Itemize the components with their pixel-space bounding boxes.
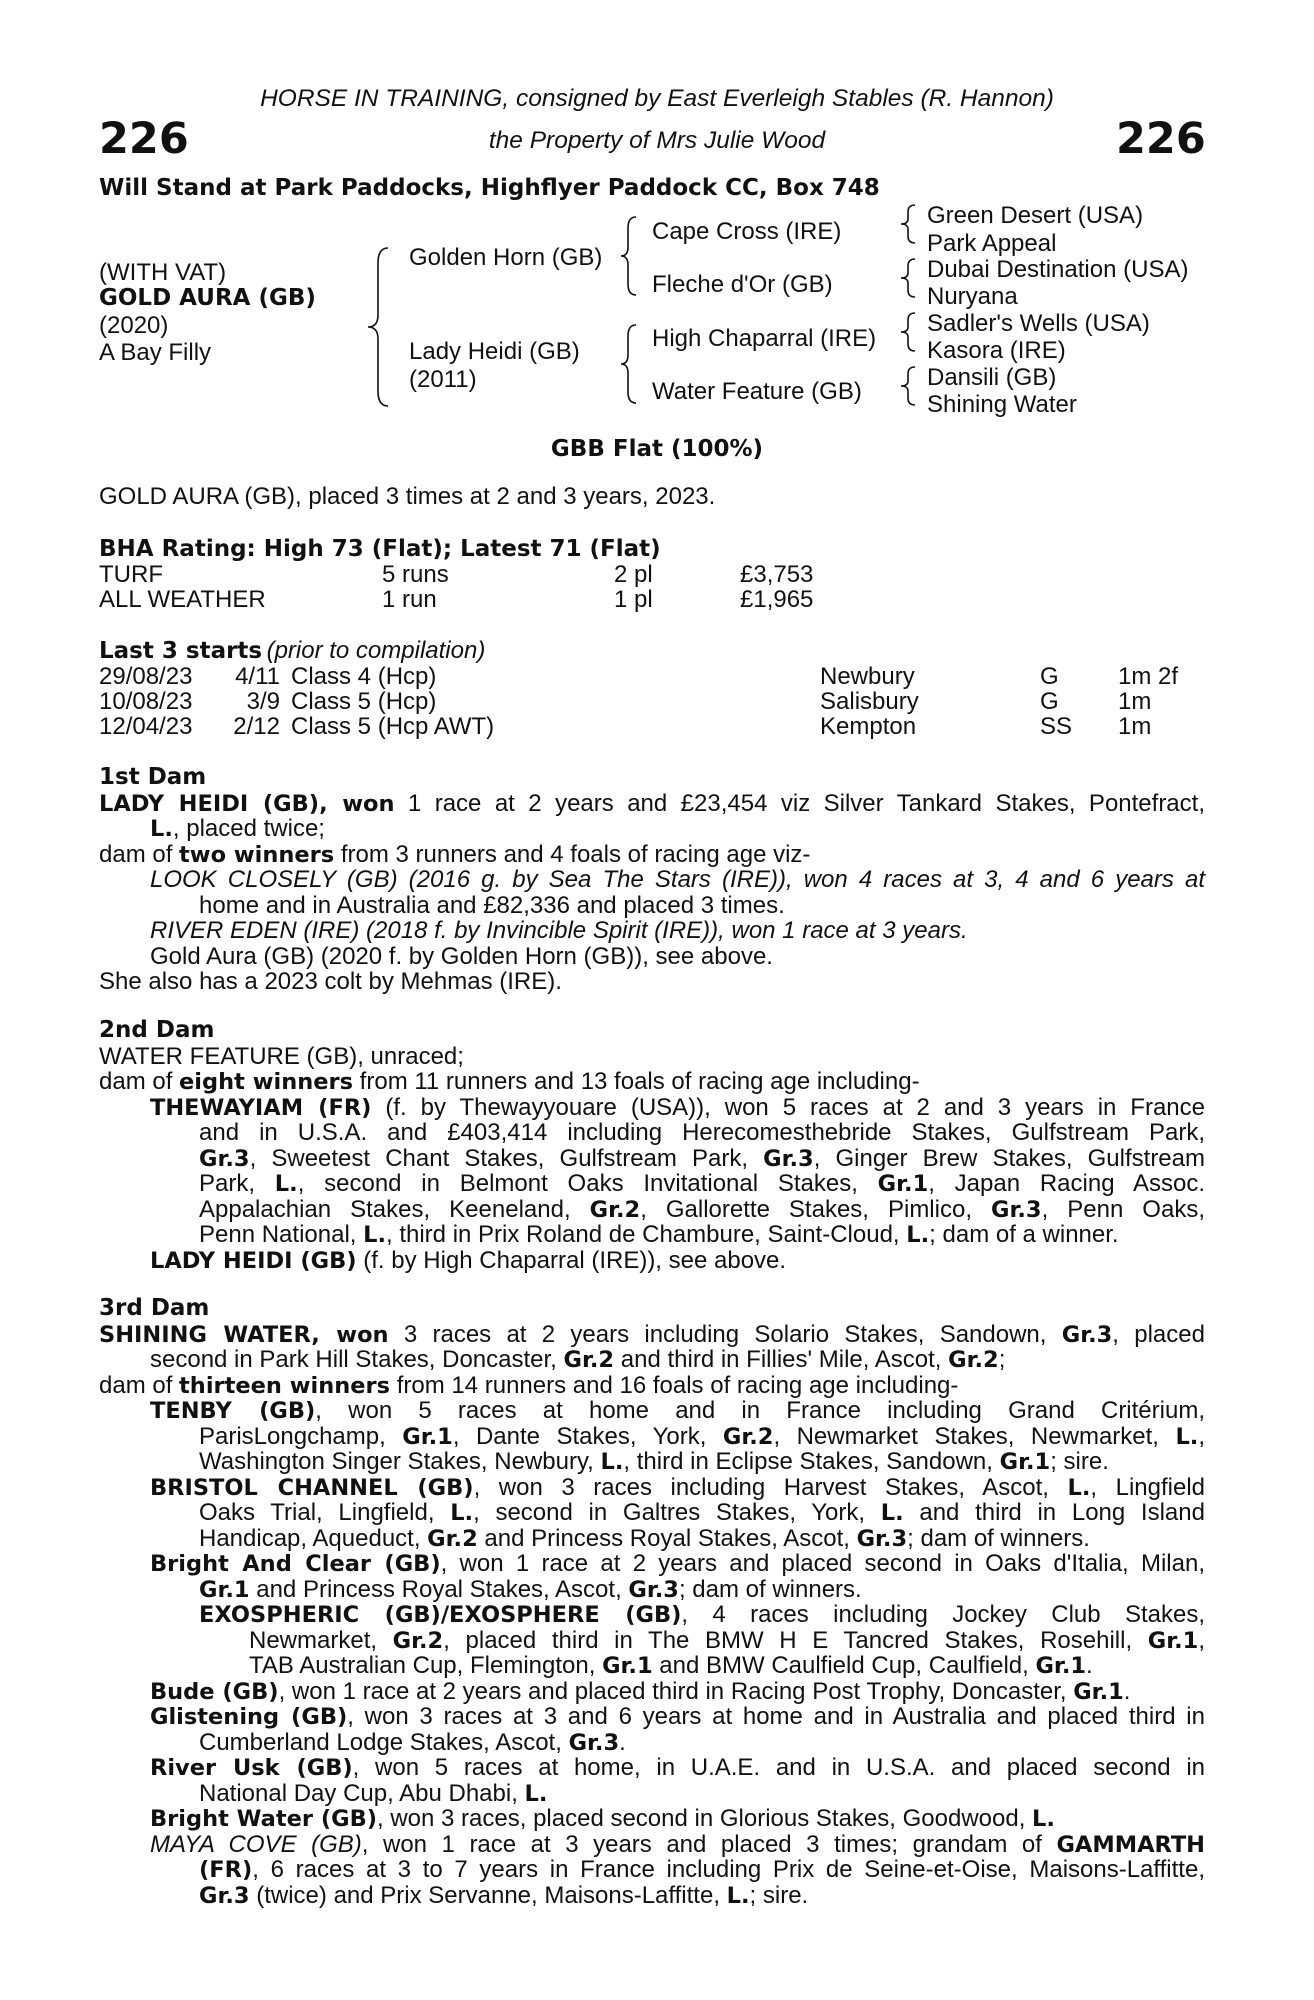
dam3-m2: (FR), 6 races at 3 to 7 years in France including Prix de Seine-et-Oise, Maisons-Laffitte, — [199, 1856, 1205, 1883]
start-class: Class 5 (Hcp) — [291, 688, 437, 715]
start-pos: 4/11 — [235, 663, 280, 690]
start-course: Kempton — [820, 713, 917, 740]
first-dam-section — [99, 765, 1205, 995]
dam2-line1: WATER FEATURE (GB), unraced; — [99, 1042, 464, 1070]
dam3-a2: second in Park Hill Stakes, Doncaster, Gr.2 and third in Fillies' Mile, Ascot, Gr.2; — [150, 1346, 1006, 1373]
section-heading: 3rd Dam — [99, 1295, 210, 1321]
dam3-c1: Bright And Clear (GB), won 1 race at 2 years and placed second in Oaks d'Italia, Milan, — [150, 1550, 1205, 1577]
horse-year: (2020) — [99, 312, 169, 339]
brace-3-2 — [898, 257, 920, 299]
horse-name: GOLD AURA (GB) — [99, 285, 316, 311]
sds: Dubai Destination (USA) — [927, 256, 1189, 283]
start-distance: 1m — [1118, 713, 1152, 740]
start-class: Class 4 (Hcp) — [291, 663, 437, 690]
dam1-line5: home and in Australia and £82,336 and placed 3 times. — [199, 891, 785, 919]
start-course: Newbury — [820, 663, 915, 690]
start-going: G — [1040, 688, 1059, 715]
dam-year: (2011) — [409, 366, 477, 393]
sire-name: Golden Horn (GB) — [409, 244, 603, 271]
sire-sire: Cape Cross (IRE) — [652, 218, 842, 245]
dam2-line6: Park, L., second in Belmont Oaks Invitational Stakes, Gr.1, Japan Racing Assoc. — [199, 1170, 1206, 1197]
dam3-t1: TENBY (GB), won 5 races at home and in France including Grand Critérium, — [150, 1397, 1205, 1424]
ssd: Park Appeal — [927, 230, 1057, 257]
start-going: G — [1040, 663, 1059, 690]
dam1-line2: L., placed twice; — [150, 815, 325, 842]
dam3-c2: Gr.1 and Princess Royal Stakes, Ascot, Gr.3; dam of winners. — [199, 1575, 862, 1603]
start-distance: 1m 2f — [1118, 663, 1179, 690]
dam3-e3: TAB Australian Cup, Flemington, Gr.1 and BMW Caulfield Cup, Caulfield, Gr.1. — [249, 1652, 1093, 1679]
dam3-w1: Bright Water (GB), won 3 races, placed second in Glorious Stakes, Goodwood, L. — [150, 1805, 1055, 1832]
rating-pl: 1 pl — [614, 586, 653, 613]
dam2-line7: Appalachian Stakes, Keeneland, Gr.2, Gallorette Stakes, Pimlico, Gr.3, Penn Oaks, — [199, 1195, 1205, 1223]
start-distance: 1m — [1118, 688, 1152, 715]
third-dam-section — [99, 1296, 1205, 1908]
dam2-line8: Penn National, L., third in Prix Roland de Chambure, Saint-Cloud, L.; dam of a winner. — [199, 1221, 1119, 1248]
dam2-line3: THEWAYIAM (FR) (f. by Thewayyouare (USA)), won 5 races at 2 and 3 years in France — [150, 1093, 1205, 1121]
dam-name: Lady Heidi (GB) — [409, 338, 580, 365]
vat-note: (WITH VAT) — [99, 259, 227, 286]
dam2-line9: LADY HEIDI (GB) (f. by High Chaparral (IRE)), see above. — [150, 1246, 787, 1274]
start-date: 29/08/23 — [99, 663, 193, 690]
ddd: Shining Water — [927, 391, 1077, 418]
start-class: Class 5 (Hcp AWT) — [291, 713, 495, 740]
dam3-e1: EXOSPHERIC (GB)/EXOSPHERE (GB), 4 races including Jockey Club Stakes, — [199, 1601, 1205, 1628]
dam3-g2: Cumberland Lodge Stakes, Ascot, Gr.3. — [199, 1728, 626, 1756]
section-heading: 1st Dam — [99, 764, 207, 790]
rating-row: TURF — [99, 561, 163, 588]
dam-brace — [618, 322, 642, 407]
dam3-r1: River Usk (GB), won 5 races at home, in U.A.E. and in U.S.A. and placed second in — [150, 1754, 1205, 1781]
dsd: Kasora (IRE) — [927, 337, 1066, 364]
horse-description: A Bay Filly — [99, 339, 212, 366]
dss: Sadler's Wells (USA) — [927, 310, 1150, 337]
dam-sire: High Chaparral (IRE) — [652, 325, 877, 352]
consignor-line: HORSE IN TRAINING, consigned by East Everleigh Stables (R. Hannon) — [260, 85, 1054, 112]
dam2-line2: dam of eight winners from 11 runners and 13 foals of racing age including- — [99, 1068, 920, 1095]
second-dam-section — [99, 1018, 1205, 1273]
dam3-b1: BRISTOL CHANNEL (GB), won 3 races including Harvest Stakes, Ascot, L., Lingfield — [150, 1473, 1206, 1501]
gbb-rating: GBB Flat (100%) — [550, 436, 764, 462]
dam1-line8: She also has a 2023 colt by Mehmas (IRE). — [99, 968, 562, 995]
dam3-m3: Gr.3 (twice) and Prix Servanne, Maisons-Laffitte, L.; sire. — [199, 1881, 809, 1909]
dam-dam: Water Feature (GB) — [652, 378, 862, 405]
start-pos: 3/9 — [246, 688, 280, 715]
lot-number-right: 226 — [1116, 114, 1206, 164]
dam3-m1: MAYA COVE (GB), won 1 race at 3 years and placed 3 times; grandam of GAMMARTH — [150, 1830, 1206, 1858]
dam3-g1: Glistening (GB), won 3 races at 3 and 6 years at home and in Australia and placed third in — [150, 1703, 1205, 1730]
dam1-line6: RIVER EDEN (IRE) (2018 f. by Invincible Spirit (IRE)), won 1 race at 3 years. — [150, 917, 968, 944]
bha-rating-title: BHA Rating: High 73 (Flat); Latest 71 (Flat) — [99, 536, 661, 562]
rating-pl: 2 pl — [614, 561, 653, 588]
section-heading: 2nd Dam — [99, 1017, 215, 1043]
dam1-line4: LOOK CLOSELY (GB) (2016 g. by Sea The Stars (IRE)), won 4 races at 3, 4 and 6 years at — [150, 866, 1205, 893]
dam3-t2: ParisLongchamp, Gr.1, Dante Stakes, York, Gr.2, Newmarket Stakes, Newmarket, L., — [199, 1422, 1206, 1450]
sire-dam: Fleche d'Or (GB) — [652, 271, 833, 298]
brace-3-3 — [898, 311, 920, 353]
dam3-d1: Bude (GB), won 1 race at 2 years and placed third in Racing Post Trophy, Doncaster, Gr.1. — [150, 1677, 1131, 1705]
dam2-line5: Gr.3, Sweetest Chant Stakes, Gulfstream Park, Gr.3, Ginger Brew Stakes, Gulfstream — [199, 1144, 1205, 1172]
rating-amount: £3,753 — [740, 561, 814, 588]
start-date: 10/08/23 — [99, 688, 193, 715]
dam3-b2: Oaks Trial, Lingfield, L., second in Galtres Stakes, York, L. and third in Long Island — [199, 1499, 1205, 1526]
dam3-a1: SHINING WATER, won 3 races at 2 years including Solario Stakes, Sandown, Gr.3, placed — [99, 1320, 1205, 1348]
pedigree-brace-main — [364, 245, 394, 410]
rating-row: ALL WEATHER — [99, 586, 266, 613]
start-date: 12/04/23 — [99, 713, 193, 740]
dam1-line1: LADY HEIDI (GB), won 1 race at 2 years and £23,454 viz Silver Tankard Stakes, Pontefract, — [99, 789, 1205, 817]
start-pos: 2/12 — [233, 713, 280, 740]
sss: Green Desert (USA) — [927, 202, 1144, 229]
rating-runs: 5 runs — [382, 561, 449, 588]
dam3-r2: National Day Cup, Abu Dhabi, L. — [199, 1779, 548, 1807]
last-starts-heading: Last 3 starts (prior to compilation) — [99, 637, 486, 664]
start-course: Salisbury — [820, 688, 919, 715]
dam1-line7: Gold Aura (GB) (2020 f. by Golden Horn (GB)), see above. — [150, 942, 773, 970]
brace-3-4 — [898, 365, 920, 407]
sire-brace — [618, 214, 642, 299]
start-going: SS — [1040, 713, 1073, 740]
dam2-line4: and in U.S.A. and £403,414 including Herecomesthebride Stakes, Gulfstream Park, — [199, 1119, 1205, 1146]
sdd: Nuryana — [927, 283, 1018, 310]
dam3-b3: Handicap, Aqueduct, Gr.2 and Princess Royal Stakes, Ascot, Gr.3; dam of winners. — [199, 1524, 1090, 1552]
stand-location: Will Stand at Park Paddocks, Highflyer Paddock CC, Box 748 — [99, 175, 880, 201]
brace-3-1 — [898, 203, 920, 245]
dam3-a3: dam of thirteen winners from 14 runners and 16 foals of racing age including- — [99, 1371, 959, 1399]
dam3-e2: Newmarket, Gr.2, placed third in The BMW H E Tancred Stakes, Rosehill, Gr.1, — [249, 1626, 1205, 1654]
summary: GOLD AURA (GB), placed 3 times at 2 and 3 years, 2023. — [99, 483, 716, 510]
rating-runs: 1 run — [382, 586, 437, 613]
lot-number-left: 226 — [99, 114, 189, 164]
dam1-line3: dam of two winners from 3 runners and 4 foals of racing age viz- — [99, 840, 811, 868]
dds: Dansili (GB) — [927, 364, 1057, 391]
dam3-t3: Washington Singer Stakes, Newbury, L., third in Eclipse Stakes, Sandown, Gr.1; sire. — [199, 1448, 1109, 1475]
property-line: the Property of Mrs Julie Wood — [488, 127, 826, 154]
rating-amount: £1,965 — [740, 586, 814, 613]
